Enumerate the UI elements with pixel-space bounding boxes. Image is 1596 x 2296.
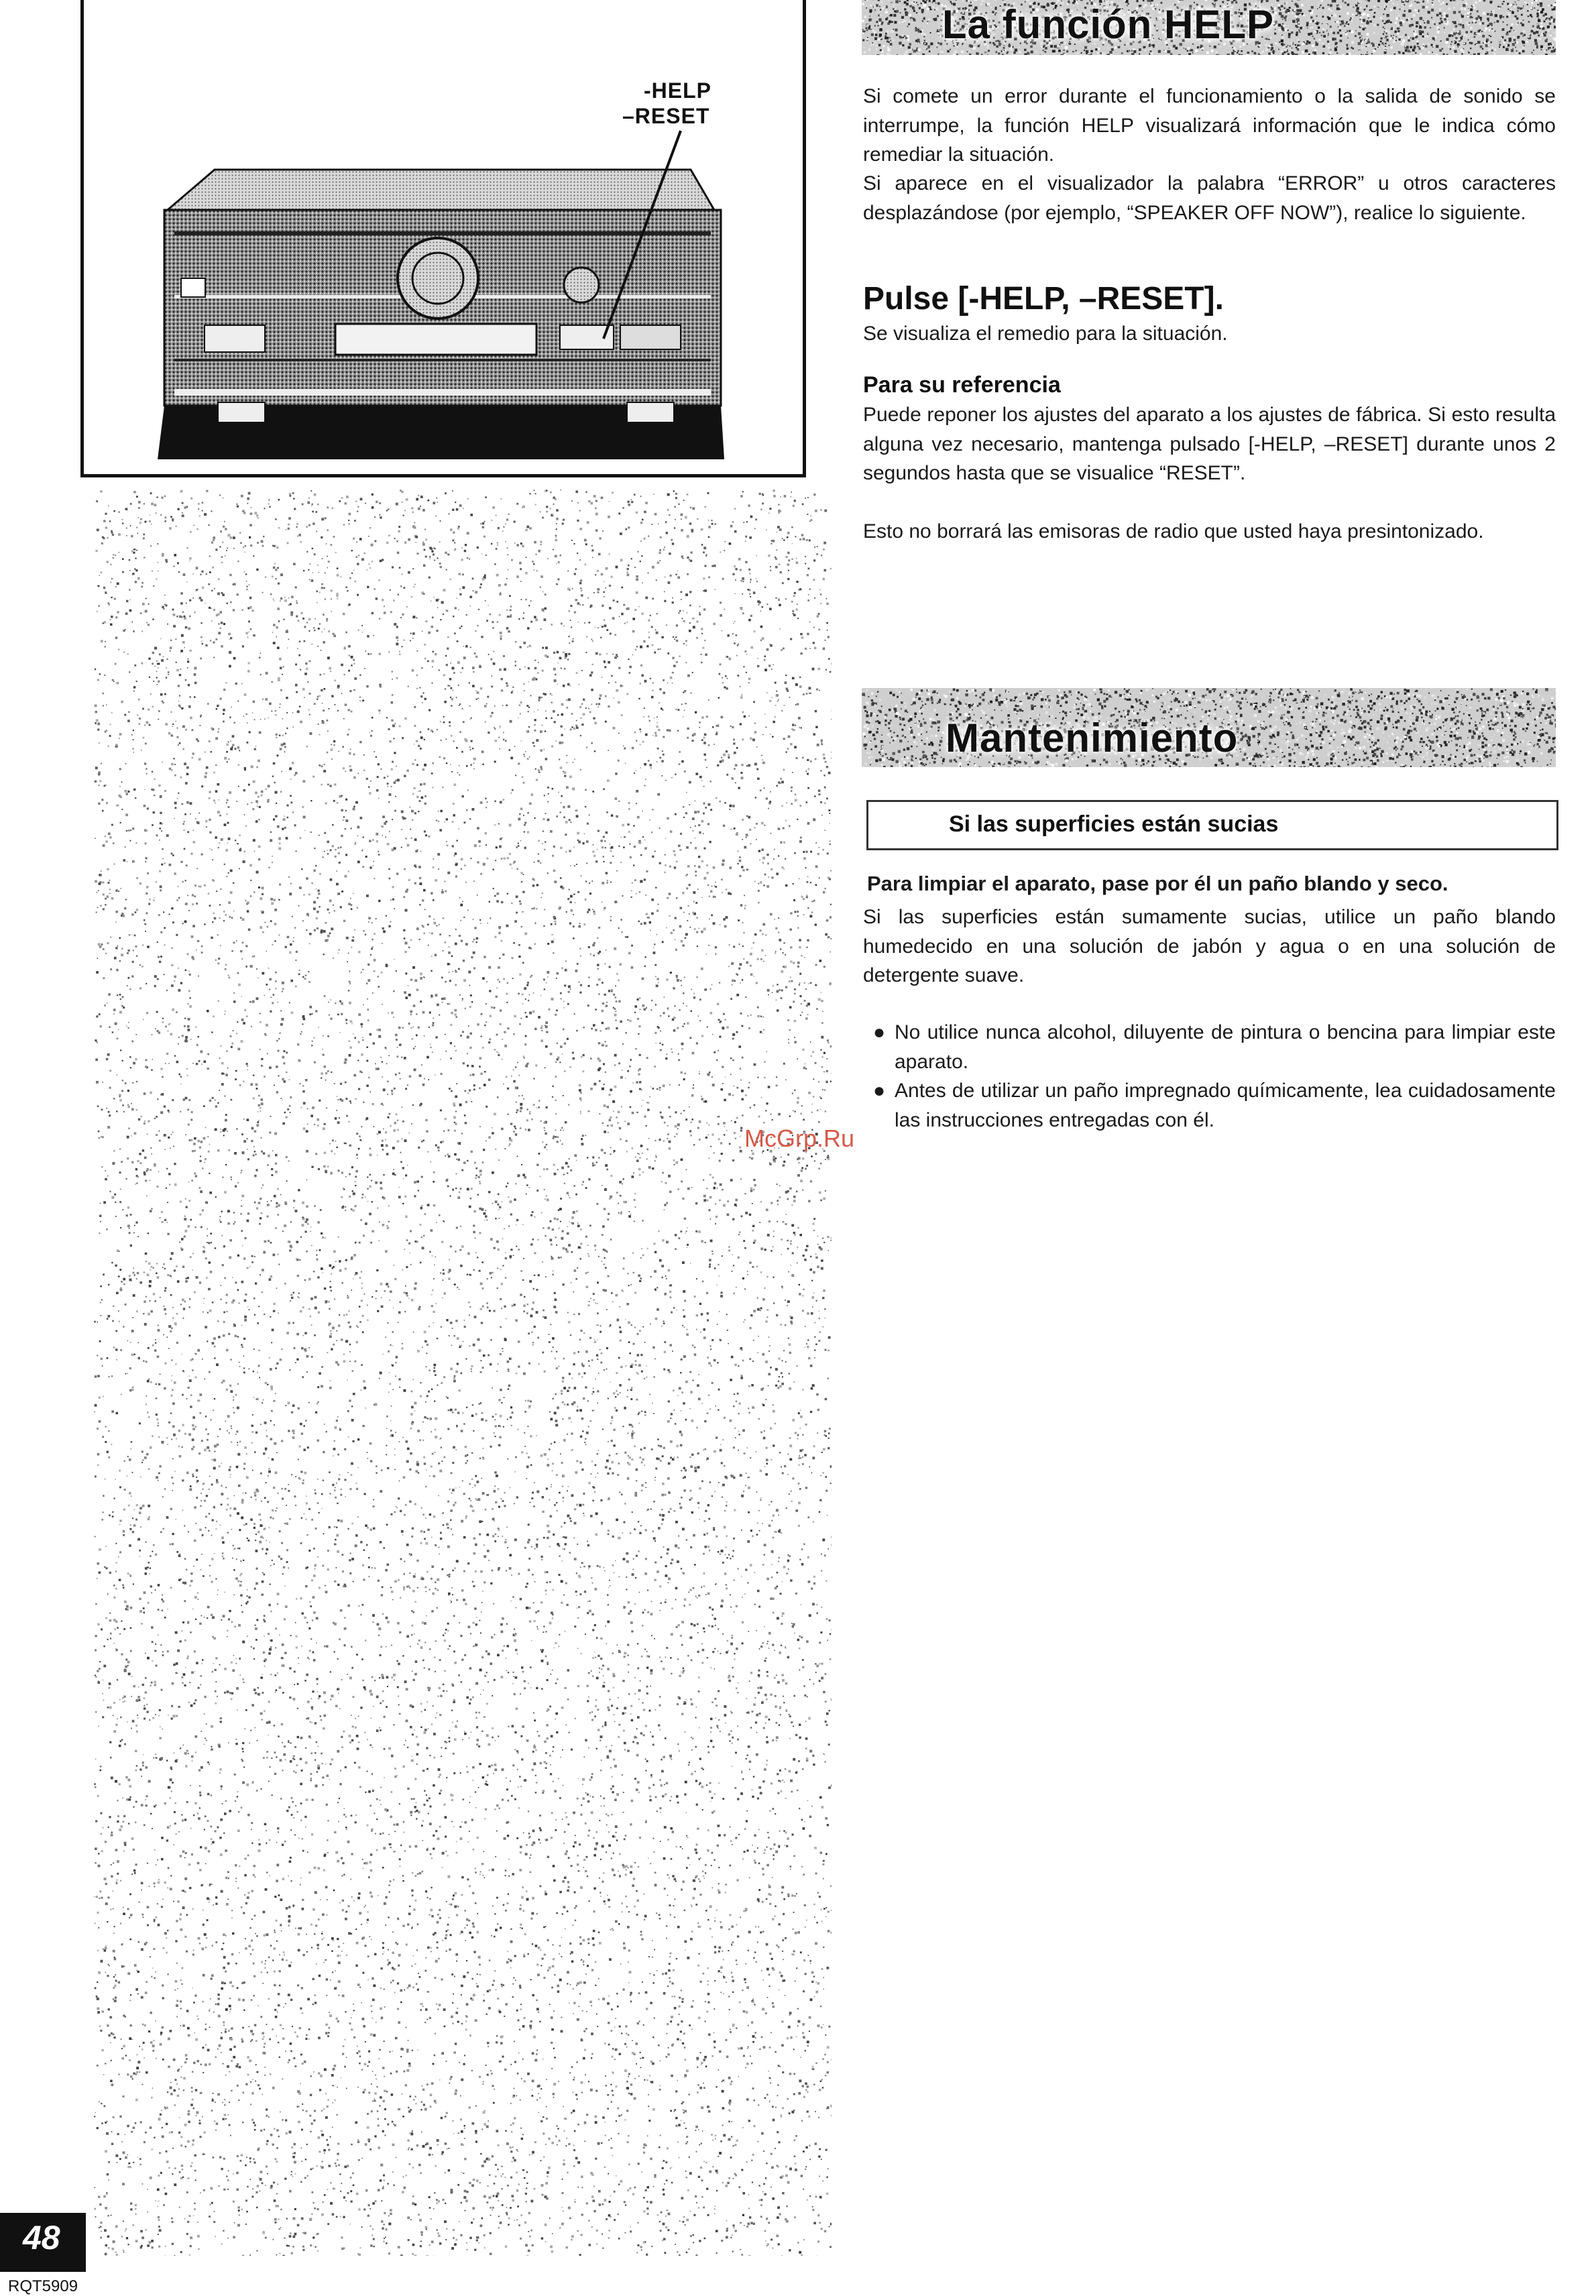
help-section-banner (862, 0, 1556, 55)
amplifier-illustration (84, 0, 803, 474)
list-item (873, 1076, 1556, 1135)
maintenance-section-banner (862, 688, 1556, 767)
dirty-surfaces-heading: Si las superficies están sucias (949, 811, 1278, 838)
help-intro-paragraph-1: Si comete un error durante el funcionamiento o la salida de sonido se interrumpe, la función HELP visualizará información que le indica cómo remediar la situación. (863, 82, 1556, 170)
cleaning-body: Si las superficies están sumamente sucias, utilice un paño blando humedecido en una solución de jabón y agua o en una solución de detergente suave. (863, 903, 1556, 990)
watermark-text: McGrp.Ru (744, 1125, 854, 1153)
help-step-text: Se visualiza el remedio para la situación. (863, 319, 1556, 349)
reference-paragraph-1: Puede reponer los ajustes del aparato a los ajustes de fábrica. Si esto resulta alguna vez necesario, mantenga pulsado [-HELP, –RESET] durante unos 2 segundos hasta que se visualice “RESET”. (863, 400, 1556, 488)
cleaning-instruction: Para limpiar el aparato, pase por él un paño blando y seco. (867, 869, 1560, 899)
speckle-texture (94, 490, 832, 2256)
help-intro-paragraph-2: Si aparece en el visualizador la palabra “ERROR” u otros caracteres desplazándose (por ejemplo, “SPEAKER OFF NOW”), realice lo siguiente. (863, 169, 1556, 227)
page-number: 48 (23, 2218, 60, 2257)
bullet-icon: ● (873, 1076, 885, 1106)
dirty-surfaces-box (866, 800, 1558, 850)
maintenance-section-title: Mantenimiento (946, 715, 1238, 761)
bullet-icon: ● (873, 1018, 885, 1047)
reference-heading: Para su referencia (863, 372, 1061, 398)
bullet-text: Antes de utilizar un paño impregnado químicamente, lea cuidadosamente las instrucciones entregadas con él. (895, 1080, 1556, 1131)
list-item (873, 1018, 1556, 1077)
page-number-box (0, 2213, 86, 2272)
document-code: RQT5909 (8, 2277, 78, 2296)
reference-paragraph-2: Esto no borrará las emisoras de radio que usted haya presintonizado. (863, 517, 1556, 547)
callout-help-label: -HELP (644, 78, 711, 103)
illustration-frame (80, 0, 806, 477)
help-step-heading: Pulse [-HELP, –RESET]. (863, 280, 1224, 317)
bullet-text: No utilice nunca alcohol, diluyente de pintura o bencina para limpiar este aparato. (895, 1021, 1556, 1073)
callout-reset-label: –RESET (622, 104, 709, 129)
help-section-title: La función HELP (942, 1, 1274, 48)
